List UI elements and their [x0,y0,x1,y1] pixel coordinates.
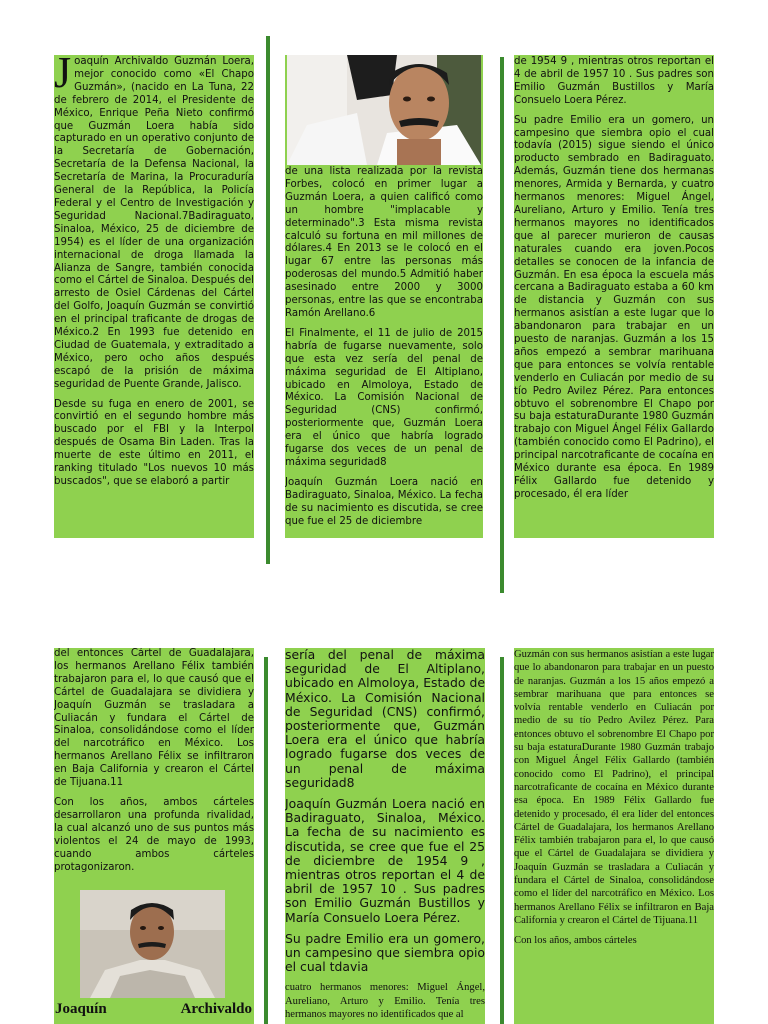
paragraph: Con los años, ambos cárteles desarrollaron una profunda rivalidad, la cual alcanzó uno de sus puntos más violentos el 24 de mayo de 1993, cuando ambos cárteles protagonizaron. [54,796,254,873]
column-divider [500,657,504,1024]
portrait-photo-2 [80,890,225,998]
caption-word: Archivaldo [180,1001,252,1017]
paragraph: cuatro hermanos menores: Miguel Ángel, Aureliano, Arturo y Emilio. Tenía tres hermanos mayores no identificados que al [285,982,485,1021]
paragraph: Joaquín Guzmán Loera nació en Badiraguato, Sinaloa, México. La fecha de su nacimiento es discutida, se cree que fue el 25 de diciembre de 1954 9 , mientras otros reportan el 4 de abril de 1957 10 . Sus padres son Emilio Guzmán Bustillos y María Consuelo Loera Pérez. [285,796,485,925]
paragraph: Joaquín Guzmán Loera nació en Badiraguato, Sinaloa, México. La fecha de su nacimiento es discutida, se cree que fue el 25 de diciembre [285,476,483,527]
paragraph: oaquín Archivaldo Guzmán Loera, mejor conocido como «El Chapo Guzmán», (nacido en La Tuna, 22 de febrero de 2014, el Presidente de México, Enrique Peña Nieto confirmó que Guzmán Loera había sido capturado en un operativo conjunto de la Secretaría de Gobernación, Secretaría de la Defensa Nacional, la Secretaría de Marina, la Procuraduría General de la República, la Policía Federal y el Centro de Investigación y Seguridad Nacional.7Badiraguato, Sinaloa, México, 25 de diciembre de 1954) es el líder de una organización internacional de droga llamada la Alianza de Sangre, también conocida como el Cártel de Sinaloa. Después del arresto de Osiel Cárdenas del Cártel del Golfo, Joaquín Guzmán se convirtió en el principal traficante de drogas de México.2 En 1993 fue detenido en Ciudad de Guatemala, y extraditado a México, pero ocho años después escapó de la prisión de máxima seguridad de Puente Grande, Jalisco. [54,56,254,390]
column-divider [264,657,268,1024]
paragraph: del entonces Cártel de Guadalajara, los hermanos Arellano Félix también trabajaron para el, lo que causó que el Cártel de Guadalajara se dividiera y Joaquín Guzmán se trasladara a Culiacán y fundara el Cártel de Sinaloa, consolidándose como el líder del narcotráfico en México. Los hermanos Arellano Félix se infiltraron en Baja California y crearon el Cártel de Tijuana.11 [54,648,254,789]
portrait-photo-1 [287,55,481,165]
page1-column-1 [54,55,254,538]
page2-column-3 [514,648,714,1024]
page1-column-3 [514,55,714,538]
photo-caption [55,1001,252,1018]
paragraph: de 1954 9 , mientras otros reportan el 4 de abril de 1957 10 . Sus padres son Emilio Guzmán Bustillos y María Consuelo Loera Pérez. [514,56,714,106]
column-divider [500,57,504,593]
caption-word: Joaquín [55,1001,107,1017]
paragraph: El Finalmente, el 11 de julio de 2015 habría de fugarse nuevamente, solo que esta vez sería del penal de máxima seguridad de El Altiplano, ubicado en Almoloya, Estado de México. La Comisión Nacional de Seguridad (CNS) confirmó, posteriormente que, Guzmán Loera era el único que habría logrado fugarse dos veces de un penal de máxima seguridad8 [285,327,483,468]
paragraph: Su padre Emilio era un gomero, un campesino que siembra opio el cual tdavia [285,930,485,975]
paragraph: Su padre Emilio era un gomero, un campesino que siembra opio el cual todavía (2015) sigue siendo el único producto sembrado en Badiraguato. Además, Guzmán tiene dos hermanas menores, Armida y Bernarda, y cuatro hermanos menores: Miguel Ángel, Aureliano, Arturo y Emilio. Tenía tres hermanos mayores no identificados que al parecer murieron de causas naturales cuando era joven.Pocos detalles se conocen de la infancia de Guzmán. En esa época la escuela más cercana a Badiraguato estaba a 60 km de distancia y Guzmán con sus hermanos asistían a este lugar que lo abandonaron para trabajar en un puesto de naranjas. Guzmán a los 15 años empezó a sembrar marihuana que para entonces se volvía rentable venderlo en Culiacán por medio de su tío Pedro Avilez Pérez. Para entonces obtuvo el sobrenombre El Chapo por su baja estaturaDurante 1980 Guzmán trabajo con Miguel Ángel Félix Gallardo (también conocido como El Padrino), el principal narcotraficante de cocaína en México durante esa época. En 1989 Félix Gallardo fue detenido y procesado, él era líder [514,114,714,500]
paragraph: Guzmán con sus hermanos asistían a este lugar que lo abandonaron para trabajar en un puesto de naranjas. Guzmán a los 15 años empezó a sembrar marihuana que para entonces se volvía rentable venderlo en Culiacán por medio de su tío Pedro Avilez Pérez. Para entonces obtuvo el sobrenombre El Chapo por su baja estaturaDurante 1980 Guzmán trabajo con Miguel Ángel Félix Gallardo (también conocido como El Padrino), el principal narcotraficante de cocaína en México durante esa época. En 1989 Félix Gallardo fue detenido y procesado, él era líder del entonces Cártel de Guadalajara, los hermanos Arellano Félix también trabajaron para el, lo que causó que el Cártel de Guadalajara se dividiera y Joaquín Guzmán se trasladara a Culiacán y fundara el Cártel de Sinaloa, consolidándose como el líder del narcotráfico en México. Los hermanos Arellano Félix se infiltraron en Baja California y crearon el Cártel de Tijuana.11 [514,649,714,926]
paragraph: Desde su fuga en enero de 2001, se convirtió en el segundo hombre más buscado por el FBI y la Interpol después de Osama Bin Laden. Tras la muerte de este último en 2011, el ranking titulado "Los nuevos 10 más buscados", que se elaboró a partir [54,398,254,487]
page2-column-2 [285,648,485,1024]
drop-cap: J [54,55,72,97]
column-divider [266,36,270,564]
paragraph: sería del penal de máxima seguridad de El Altiplano, ubicado en Almoloya, Estado de México. La Comisión Nacional de Seguridad (CNS) confirmó, posteriormente que, Guzmán Loera era el único que habría logrado fugarse dos veces de un penal de máxima seguridad8 [285,648,485,790]
paragraph: Con los años, ambos cárteles [514,935,637,947]
paragraph: de una lista realizada por la revista Forbes, colocó en primer lugar a Guzmán Loera, a quien calificó como un hombre "implacable y determinado".3 Esta misma revista calculó su fortuna en mil millones de dólares.4 En 2013 se le colocó en el lugar 67 entre las personas más poderosas del mundo.5 Admitió haber asesinado entre 2000 y 3000 personas, entre las que se encontraba Ramón Arellano.6 [285,166,483,319]
